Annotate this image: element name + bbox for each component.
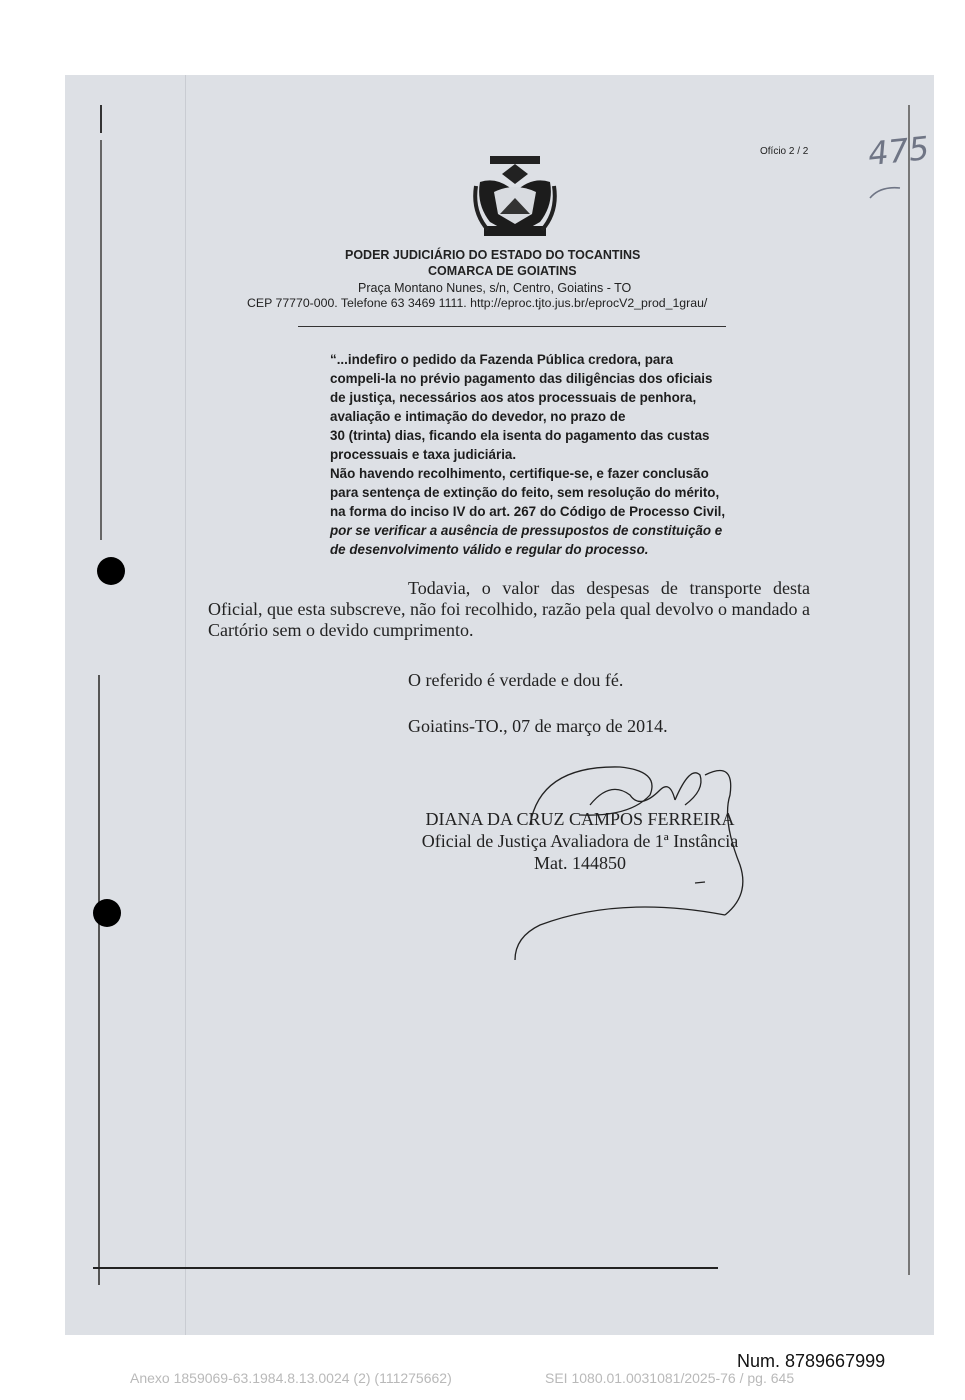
certificate-paragraph bbox=[208, 578, 810, 641]
quote-line: para sentença de extinção do feito, sem resolução do mérito, bbox=[330, 485, 720, 500]
date-line: Goiatins-TO., 07 de março de 2014. bbox=[408, 716, 668, 736]
handwritten-mark bbox=[866, 184, 906, 204]
document-number: Num. 8789667999 bbox=[737, 1351, 886, 1371]
handwritten-page-number: 475 bbox=[866, 128, 931, 174]
signatory-role: Oficial de Justiça Avaliadora de 1ª Instância bbox=[421, 831, 739, 851]
quote-line: 30 (trinta) dias, ficando ela isenta do pagamento das custas bbox=[330, 428, 710, 443]
margin-mark bbox=[100, 140, 102, 540]
right-margin-mark bbox=[908, 105, 910, 1275]
margin-mark bbox=[100, 105, 102, 133]
quote-line: compeli-la no prévio pagamento das diligências dos oficiais bbox=[330, 371, 713, 386]
quote-line: na forma do inciso IV do art. 267 do Código de Processo Civil, bbox=[330, 504, 726, 519]
court-subtitle: COMARCA DE GOIATINS bbox=[428, 264, 577, 278]
quote-line-italic: por se verificar a ausência de pressupostos de constituição e bbox=[330, 523, 723, 538]
court-address: Praça Montano Nunes, s/n, Centro, Goiatins - TO bbox=[358, 281, 632, 295]
closing-statement: O referido é verdade e dou fé. bbox=[408, 670, 624, 690]
quote-line-italic: de desenvolvimento válido e regular do processo. bbox=[330, 542, 649, 557]
quote-line: de justiça, necessários aos atos processuais de penhora, bbox=[330, 390, 697, 405]
signatory-block bbox=[400, 808, 760, 874]
header-rule bbox=[298, 326, 726, 327]
signatory-name: DIANA DA CRUZ CAMPOS FERREIRA bbox=[425, 809, 735, 829]
quoted-decision bbox=[330, 350, 810, 559]
annex-reference: Anexo 1859069-63.1984.8.13.0024 (2) (111275662) bbox=[130, 1370, 452, 1386]
paragraph-text: Todavia, o valor das despesas de transporte desta Oficial, que esta subscreve, não foi recolhido, razão pela qual devolvo o mandado a Cartório sem o devido cumprimento. bbox=[208, 578, 810, 640]
quote-line: processuais e taxa judiciária. bbox=[330, 447, 517, 462]
punch-hole bbox=[93, 899, 121, 927]
bottom-rule bbox=[93, 1267, 718, 1269]
page-marker: Ofício 2 / 2 bbox=[760, 146, 809, 157]
sei-reference: SEI 1080.01.0031081/2025-76 / pg. 645 bbox=[545, 1370, 795, 1386]
court-contact: CEP 77770-000. Telefone 63 3469 1111. http://eproc.tjto.jus.br/eprocV2_prod_1grau/ bbox=[247, 296, 708, 310]
margin-mark bbox=[98, 675, 100, 1285]
quote-line: “...indefiro o pedido da Fazenda Pública credora, para bbox=[330, 352, 674, 367]
coat-of-arms-emblem bbox=[470, 152, 560, 244]
quote-line: avaliação e intimação do devedor, no prazo de bbox=[330, 409, 626, 424]
sheet-edge bbox=[185, 75, 186, 1335]
quote-line: Não havendo recolhimento, certifique-se, e fazer conclusão bbox=[330, 466, 709, 481]
court-title: PODER JUDICIÁRIO DO ESTADO DO TOCANTINS bbox=[345, 248, 641, 262]
signatory-registration: Mat. 144850 bbox=[534, 853, 626, 873]
punch-hole bbox=[97, 557, 125, 585]
